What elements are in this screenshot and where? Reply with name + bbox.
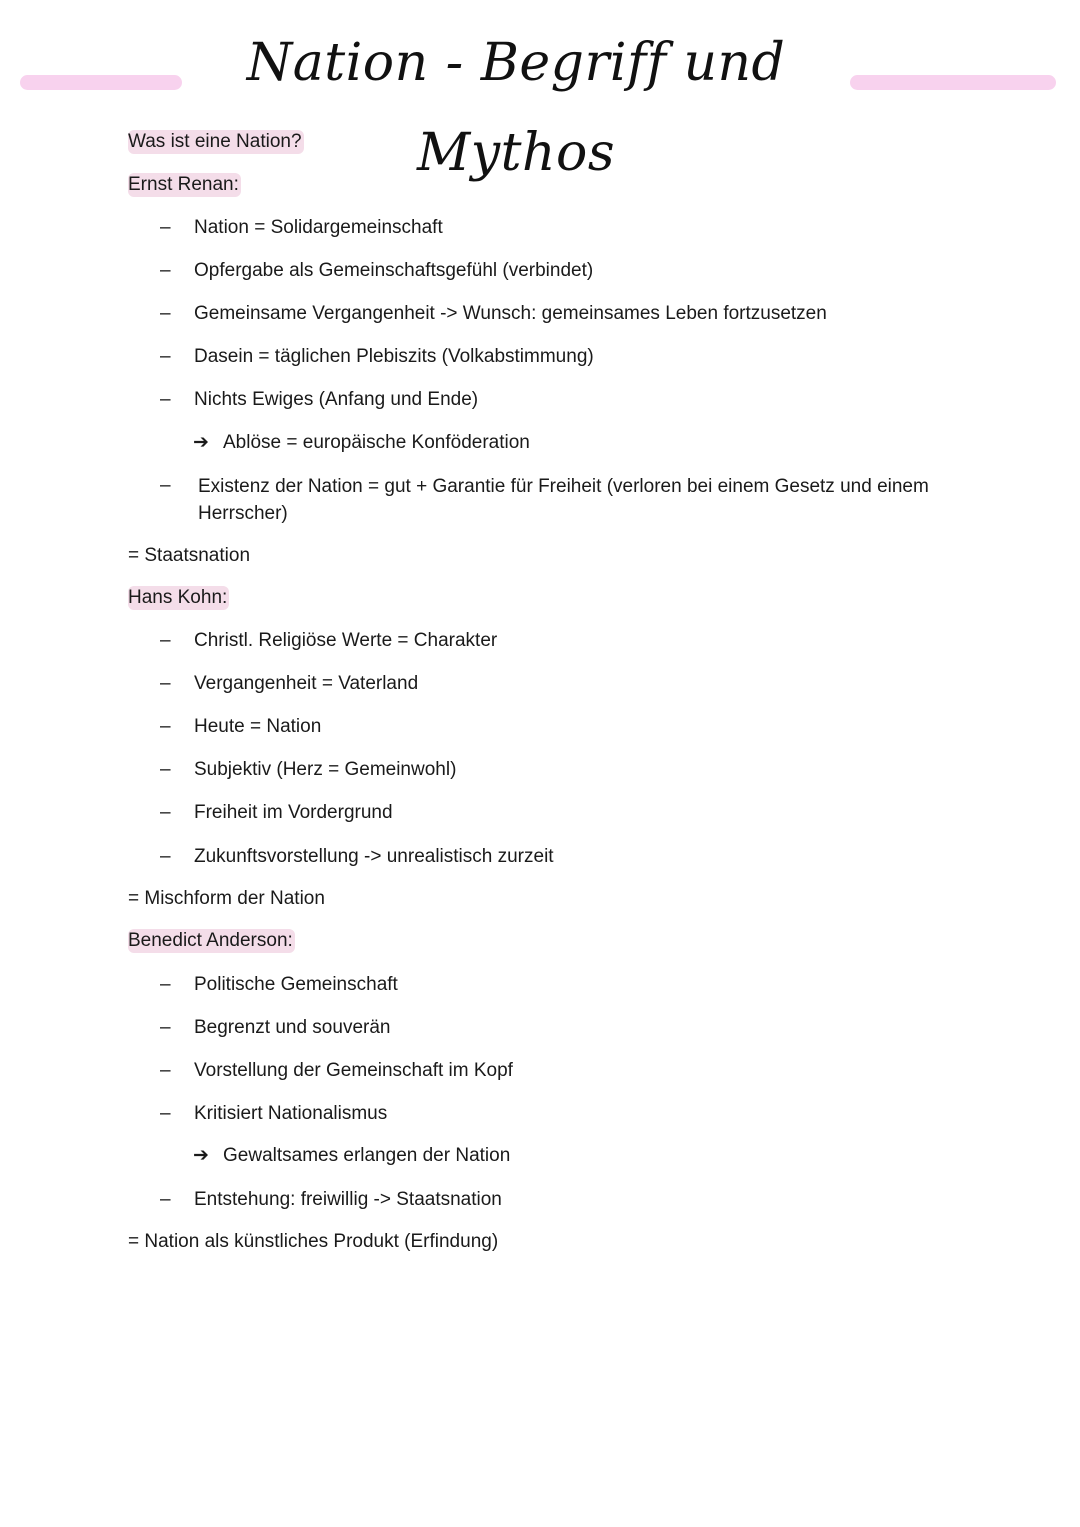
list-item-text: Gemeinsame Vergangenheit -> Wunsch: gemeinsames Leben fortzusetzen <box>194 303 827 324</box>
title-decoration-left <box>20 75 182 90</box>
list-item-text: Begrenzt und souverän <box>194 1017 391 1038</box>
list-item-text: Opfergabe als Gemeinschaftsgefühl (verbindet) <box>194 260 594 281</box>
dash-marker: – <box>160 475 171 496</box>
section-heading-text: Ernst Renan: <box>128 174 239 195</box>
dash-marker: – <box>160 974 171 995</box>
list-item-text: Kritisiert Nationalismus <box>194 1103 388 1124</box>
sub-arrow-item <box>193 430 530 456</box>
arrow-icon: ➔ <box>193 432 209 453</box>
dash-marker: – <box>160 802 171 823</box>
dash-marker: – <box>160 1017 171 1038</box>
list-item-text: Dasein = täglichen Plebiszits (Volkabstimmung) <box>194 346 594 367</box>
list-item-text: Heute = Nation <box>194 716 322 737</box>
dash-marker: – <box>160 759 171 780</box>
section-heading-kohn <box>128 585 229 611</box>
list-item-text: Nichts Ewiges (Anfang und Ende) <box>194 389 479 410</box>
arrow-icon: ➔ <box>193 1145 209 1166</box>
dash-marker: – <box>160 846 171 867</box>
section-summary: = Mischform der Nation <box>128 888 325 909</box>
dash-marker: – <box>160 217 171 238</box>
list-item-text: Vorstellung der Gemeinschaft im Kopf <box>194 1060 513 1081</box>
sub-arrow-text: Ablöse = europäische Konföderation <box>223 432 530 453</box>
list-item-text: Subjektiv (Herz = Gemeinwohl) <box>194 759 457 780</box>
list-item-text: Entstehung: freiwillig -> Staatsnation <box>194 1189 502 1210</box>
sub-arrow-text: Gewaltsames erlangen der Nation <box>223 1145 511 1166</box>
question-heading-text: Was ist eine Nation? <box>128 131 302 152</box>
section-heading-text: Hans Kohn: <box>128 587 228 608</box>
page-title: Nation - Begriff und Mythos <box>246 33 786 183</box>
dash-marker: – <box>160 303 171 324</box>
section-summary: = Nation als künstliches Produkt (Erfindung) <box>128 1231 499 1252</box>
dash-marker: – <box>160 346 171 367</box>
question-heading <box>128 129 304 155</box>
dash-marker: – <box>160 1060 171 1081</box>
list-item-text: Existenz der Nation = gut + Garantie für Freiheit (verloren bei einem Gesetz und einem Herrscher) <box>198 476 929 524</box>
section-heading-renan <box>128 172 241 198</box>
dash-marker: – <box>160 260 171 281</box>
list-item-text: Vergangenheit = Vaterland <box>194 673 419 694</box>
dash-marker: – <box>160 1189 171 1210</box>
list-item-text: Freiheit im Vordergrund <box>194 802 393 823</box>
dash-marker: – <box>160 630 171 651</box>
list-item-text: Nation = Solidargemeinschaft <box>194 217 443 238</box>
list-item-text: Zukunftsvorstellung -> unrealistisch zurzeit <box>194 846 554 867</box>
section-heading-anderson <box>128 928 295 954</box>
list-item-text: Christl. Religiöse Werte = Charakter <box>194 630 498 651</box>
dash-marker: – <box>160 716 171 737</box>
list-item-text: Politische Gemeinschaft <box>194 974 398 995</box>
section-summary: = Staatsnation <box>128 545 251 566</box>
dash-marker: – <box>160 673 171 694</box>
dash-marker: – <box>160 389 171 410</box>
dash-marker: – <box>160 1103 171 1124</box>
sub-arrow-item <box>193 1143 510 1169</box>
section-heading-text: Benedict Anderson: <box>128 930 293 951</box>
title-decoration-right <box>850 75 1056 90</box>
